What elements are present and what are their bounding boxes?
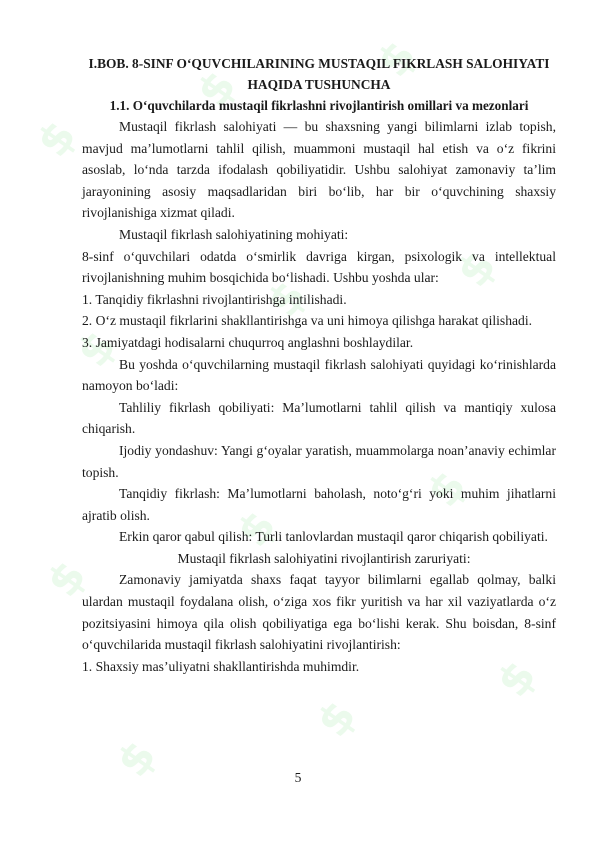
section-title: 1.1. O‘quvchilarda mustaqil fikrlashni rivojlantirish omillari va mezonlari [109,98,529,113]
svg-text:$: $ [37,551,97,607]
paragraph-decision: Erkin qaror qabul qilish: Turli tanlovlardan mustaqil qaror chiqarish qobiliyati. [119,529,548,545]
svg-text:$: $ [307,691,367,747]
list-item: 1. Shaxsiy mas’uliyatni shakllantirishda muhimdir. [82,658,360,674]
svg-text:$: $ [27,111,87,167]
chapter-title: I.BOB. 8-SINF O‘QUVCHILARINING MUSTAQIL FIKRLASH SALOHIYATI HAQIDA TUSHUNCHA [88,56,550,92]
svg-text:$: $ [447,241,507,297]
paragraph-manifestations: Bu yoshda o‘quvchilarning mustaqil fikrlash salohiyati quyidagi ko‘rinishlarda namoyon bo‘ladi: [82,356,556,394]
paragraph-essence-heading: Mustaqil fikrlash salohiyatining mohiyati: [119,226,349,242]
svg-text:$: $ [367,31,427,87]
list-item: 2. O‘z mustaqil fikrlarini shakllantirishga va uni himoya qilishga harakat qilishadi. [82,313,533,329]
list-item: 3. Jamiyatdagi hodisalarni chuqurroq anglashni boshlaydilar. [82,334,414,350]
paragraph-critical: Tanqidiy fikrlash: Ma’lumotlarni baholash, noto‘g‘ri yoki muhim jihatlarni ajratib olish. [82,486,556,523]
paragraph-analytical: Tahliliy fikrlash qobiliyati: Ma’lumotlarni tahlil qilish va mantiqiy xulosa chiqarish. [82,399,556,437]
svg-text:$: $ [257,271,317,327]
document-body [82,54,556,677]
svg-text:$: $ [417,461,477,517]
list-item: 1. Tanqidiy fikrlashni rivojlantirishga intilishadi. [82,291,347,307]
svg-text:$: $ [107,731,167,787]
paragraph-creative: Ijodiy yondashuv: Yangi g‘oyalar yaratish, muammolarga noan’anaviy echimlar topish. [82,442,556,480]
svg-text:$: $ [227,501,287,557]
paragraph-age-stage: 8-sinf o‘quvchilari odatda o‘smirlik davriga kirgan, psixologik va intellektual rivojlanishning muhim bosqichida bo‘lishadi. Ushbu yoshda ular: [82,248,556,286]
subheading: Mustaqil fikrlash salohiyatini rivojlantirish zaruriyati: [177,550,471,566]
page-number: 5 [294,770,302,785]
svg-text:$: $ [187,61,247,117]
svg-text:$: $ [67,321,127,377]
paragraph-necessity: Zamonaviy jamiyatda shaxs faqat tayyor bilimlarni egallab qolmay, balki ulardan mustaqil foydalana olish, o‘ziga xos fikr yuritish va har xil vaziyatlarda o‘z pozitsiyasini himoya qila olish qobiliyatiga ega bo‘lishi kerak. Shu boisdan, 8-sinf o‘quvchilarida mustaqil fikrlash salohiyatini rivojlantirish: [82,572,556,653]
paragraph-definition: Mustaqil fikrlash salohiyati — bu shaxsning yangi bilimlarni izlab topish, mavjud ma’lumotlarni tahlil qilish, muammoni mustaqil hal etish va o‘z fikrini asoslab, lo‘nda tarzda ifodalash qobiliyatidir. Ushbu salohiyat zamonaviy ta’lim jarayonining asosiy maqsadlaridan biri bo‘lib, har bir o‘quvchining shaxsiy rivojlanishiga xizmat qiladi. [82,119,556,221]
svg-text:$: $ [487,651,547,707]
